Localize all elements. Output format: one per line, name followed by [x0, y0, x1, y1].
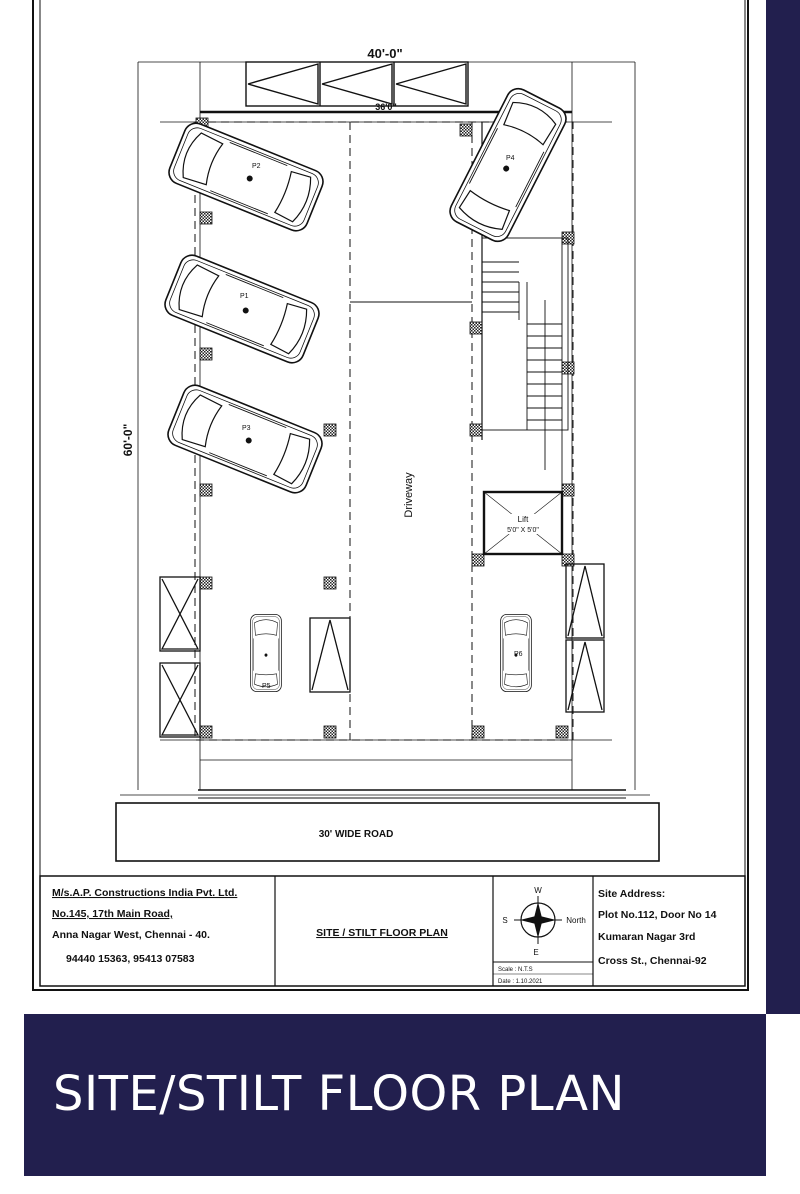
car-label-p4: P4: [506, 155, 515, 162]
compass-s-label: S: [502, 916, 508, 925]
car-label-p1: P1: [240, 293, 249, 300]
car-label-p2: P2: [252, 163, 261, 170]
road-label: 30' WIDE ROAD: [318, 829, 394, 840]
side-storage-blocks: [160, 564, 604, 737]
site-address-line-1: Plot No.112, Door No 14: [598, 909, 717, 921]
left-depth-label: 60'-0": [121, 423, 135, 457]
caption-band-corner: [766, 1010, 800, 1014]
car-p4: [446, 85, 570, 246]
top-gate-block: [246, 62, 468, 106]
compass-e-label: E: [533, 948, 539, 957]
scale-label: Scale : N.T.S: [498, 967, 533, 973]
company-name: M/s.A.P. Constructions India Pvt. Ltd.: [52, 887, 238, 899]
car-label-p3: P3: [242, 425, 251, 432]
car-label-p5: P5: [262, 683, 271, 690]
lift-size-label: 5'0" X 5'0": [507, 527, 539, 534]
driveway-label: Driveway: [403, 472, 415, 518]
company-phone: 94440 15363, 95413 07583: [66, 953, 195, 965]
page-caption: SITE/STILT FLOOR PLAN: [53, 1066, 625, 1122]
car-p5: [251, 615, 282, 692]
car-p2: [165, 120, 326, 235]
site-address-heading: Site Address:: [598, 888, 666, 900]
company-address-1: No.145, 17th Main Road,: [52, 908, 173, 920]
company-address-2: Anna Nagar West, Chennai - 40.: [52, 929, 210, 941]
lift-label: Lift: [517, 515, 529, 524]
car-p1: [161, 252, 322, 367]
compass-north-label: North: [566, 916, 586, 925]
drawing-title: SITE / STILT FLOOR PLAN: [316, 927, 448, 939]
car-p3: [164, 382, 325, 497]
staircase: [482, 238, 568, 490]
top-width-label: 40'-0": [367, 46, 403, 61]
site-address-line-2: Kumaran Nagar 3rd: [598, 931, 696, 943]
date-label: Date : 1.10.2021: [498, 979, 543, 985]
car-label-p6: P6: [514, 651, 523, 658]
top-inner-label: 36'0": [375, 102, 397, 112]
site-address-line-3: Cross St., Chennai-92: [598, 955, 707, 967]
compass-w-label: W: [534, 886, 542, 895]
